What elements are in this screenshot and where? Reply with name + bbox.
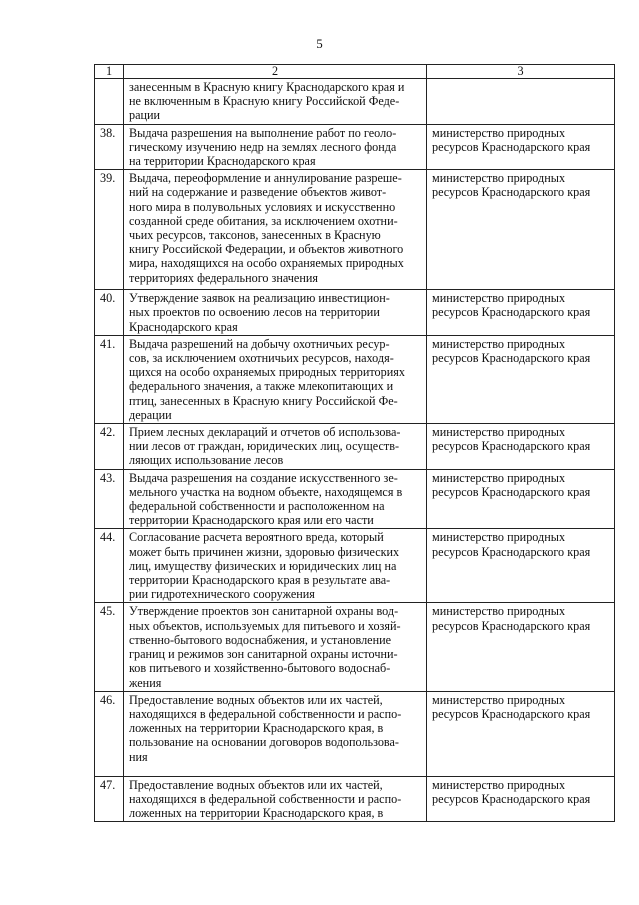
- text-line: птиц, занесенных в Красную книгу Российской Фе-: [129, 393, 398, 408]
- service-description: [124, 603, 427, 691]
- responsible-authority: [427, 335, 615, 423]
- table-row: [95, 469, 615, 529]
- text-line: ного мира в полувольных условиях и искусственно: [129, 199, 396, 214]
- text-line: Выдача разрешения на выполнение работ по геоло-: [129, 125, 397, 140]
- text-line: министерство природных: [432, 777, 566, 792]
- table-row-continuation: [95, 79, 615, 125]
- text-line: занесенным в Красную книгу Краснодарского края и: [129, 80, 405, 94]
- text-line: может быть причинен жизни, здоровью физических: [129, 544, 400, 559]
- text-line: гическому изучению недр на землях лесного фонда: [129, 139, 397, 154]
- text-line: ложенных на территории Краснодарского края, в: [129, 721, 384, 736]
- responsible-authority: [427, 170, 615, 290]
- row-number: 46.: [95, 691, 124, 776]
- responsible-authority: [427, 290, 615, 336]
- table-row: [95, 529, 615, 603]
- service-description: [124, 691, 427, 776]
- text-line: щихся на особо охраняемых природных территориях: [129, 365, 405, 380]
- page-number: 5: [316, 36, 323, 51]
- responsible-authority: [427, 79, 615, 125]
- service-description: [124, 469, 427, 529]
- text-line: мельного участка на водном объекте, находящемся в: [129, 484, 403, 499]
- row-number: 43.: [95, 469, 124, 529]
- responsible-authority: [427, 691, 615, 776]
- table-row: [95, 124, 615, 170]
- text-line: Предоставление водных объектов или их частей,: [129, 692, 383, 707]
- row-number: 40.: [95, 290, 124, 336]
- service-description: [124, 290, 427, 336]
- table-row: [95, 424, 615, 470]
- text-line: ных объектов, используемых для питьевого и хозяй-: [129, 618, 401, 633]
- service-description: [124, 79, 427, 125]
- text-line: Предоставление водных объектов или их частей,: [129, 777, 383, 792]
- text-line: министерство природных: [432, 171, 566, 186]
- row-number: 39.: [95, 170, 124, 290]
- text-line: сов, за исключением охотничьих ресурсов, находя-: [129, 351, 394, 366]
- table-row: [95, 335, 615, 423]
- text-line: ресурсов Краснодарского края: [432, 791, 591, 806]
- text-line: рии гидротехнического сооружения: [129, 587, 315, 602]
- text-line: ресурсов Краснодарского края: [432, 706, 591, 721]
- text-line: нии лесов от граждан, юридических лиц, осуществ-: [129, 439, 400, 454]
- text-line: мира, находящихся на особо охраняемых природных: [129, 256, 404, 271]
- text-line: Краснодарского края: [129, 319, 238, 334]
- service-description: [124, 529, 427, 603]
- text-line: Выдача разрешения на создание искусственного зе-: [129, 470, 398, 485]
- text-line: ния: [129, 749, 148, 764]
- text-line: Прием лесных деклараций и отчетов об использова-: [129, 425, 401, 440]
- text-line: территориях федерального значения: [129, 270, 318, 285]
- text-line: министерство природных: [432, 336, 566, 351]
- text-line: Выдача разрешений на добычу охотничьих ресур-: [129, 336, 390, 351]
- text-line: созданной среде обитания, за исключением охотни-: [129, 213, 398, 228]
- text-line: ний на содержание и разведение объектов живот-: [129, 185, 387, 200]
- text-line: лиц, имуществу физических и юридических лиц на: [129, 558, 397, 573]
- text-line: ресурсов Краснодарского края: [432, 139, 591, 154]
- service-description: [124, 124, 427, 170]
- table-row: [95, 170, 615, 290]
- text-line: ложенных на территории Краснодарского края, в: [129, 806, 384, 821]
- text-line: министерство природных: [432, 125, 566, 140]
- row-number: 42.: [95, 424, 124, 470]
- responsible-authority: [427, 776, 615, 822]
- text-line: ресурсов Краснодарского края: [432, 618, 591, 633]
- text-line: Согласование расчета вероятного вреда, который: [129, 530, 384, 545]
- column-header-3: 3: [427, 65, 615, 79]
- text-line: книгу Российской Федерации, и объектов животного: [129, 242, 404, 257]
- responsible-authority: [427, 469, 615, 529]
- table-header-row: [95, 65, 615, 79]
- column-header-2: 2: [124, 65, 427, 79]
- text-line: ресурсов Краснодарского края: [432, 305, 591, 320]
- table-row: [95, 603, 615, 691]
- text-line: чьих ресурсов, таксонов, занесенных в Красную: [129, 228, 381, 243]
- row-number: 47.: [95, 776, 124, 822]
- text-line: ляющих использование лесов: [129, 453, 284, 468]
- text-line: министерство природных: [432, 425, 566, 440]
- text-line: федеральной собственности и расположенном на: [129, 499, 385, 514]
- text-line: ресурсов Краснодарского края: [432, 544, 591, 559]
- text-line: находящихся в федеральной собственности и распо-: [129, 706, 402, 721]
- text-line: территории Краснодарского края в результате ава-: [129, 573, 391, 588]
- row-number: 44.: [95, 529, 124, 603]
- service-description: [124, 335, 427, 423]
- text-line: территории Краснодарского края или его части: [129, 513, 374, 528]
- text-line: Выдача, переоформление и аннулирование разреше-: [129, 171, 402, 186]
- text-line: ственно-бытового водоснабжения, и установление: [129, 632, 392, 647]
- text-line: министерство природных: [432, 604, 566, 619]
- services-table: [94, 64, 615, 822]
- text-line: границ и режимов зон санитарной охраны источни-: [129, 647, 398, 662]
- text-line: ных проектов по освоению лесов на территории: [129, 305, 380, 320]
- text-line: министерство природных: [432, 470, 566, 485]
- text-line: министерство природных: [432, 291, 566, 306]
- table-row: [95, 691, 615, 776]
- text-line: жения: [129, 675, 162, 690]
- row-number: 38.: [95, 124, 124, 170]
- row-number: 41.: [95, 335, 124, 423]
- text-line: не включенным в Красную книгу Российской Феде-: [129, 94, 400, 109]
- text-line: дерации: [129, 407, 172, 422]
- service-description: [124, 170, 427, 290]
- row-number: [95, 79, 124, 125]
- text-line: ресурсов Краснодарского края: [432, 351, 591, 366]
- text-line: находящихся в федеральной собственности и распо-: [129, 791, 402, 806]
- text-line: рации: [129, 108, 161, 123]
- text-line: ресурсов Краснодарского края: [432, 484, 591, 499]
- text-line: министерство природных: [432, 692, 566, 707]
- text-line: ков питьевого и хозяйственно-бытового водоснаб-: [129, 661, 391, 676]
- text-line: пользование на основании договоров водопользова-: [129, 735, 399, 750]
- responsible-authority: [427, 529, 615, 603]
- responsible-authority: [427, 124, 615, 170]
- table-row: [95, 776, 615, 822]
- responsible-authority: [427, 603, 615, 691]
- text-line: ресурсов Краснодарского края: [432, 185, 591, 200]
- text-line: Утверждение заявок на реализацию инвестицион-: [129, 291, 390, 306]
- text-line: федерального значения, а также млекопитающих и: [129, 379, 394, 394]
- text-line: Утверждение проектов зон санитарной охраны вод-: [129, 604, 399, 619]
- responsible-authority: [427, 424, 615, 470]
- text-line: на территории Краснодарского края: [129, 154, 316, 169]
- text-line: ресурсов Краснодарского края: [432, 439, 591, 454]
- column-header-1: 1: [95, 65, 124, 79]
- service-description: [124, 776, 427, 822]
- table-row: [95, 290, 615, 336]
- text-line: министерство природных: [432, 530, 566, 545]
- service-description: [124, 424, 427, 470]
- row-number: 45.: [95, 603, 124, 691]
